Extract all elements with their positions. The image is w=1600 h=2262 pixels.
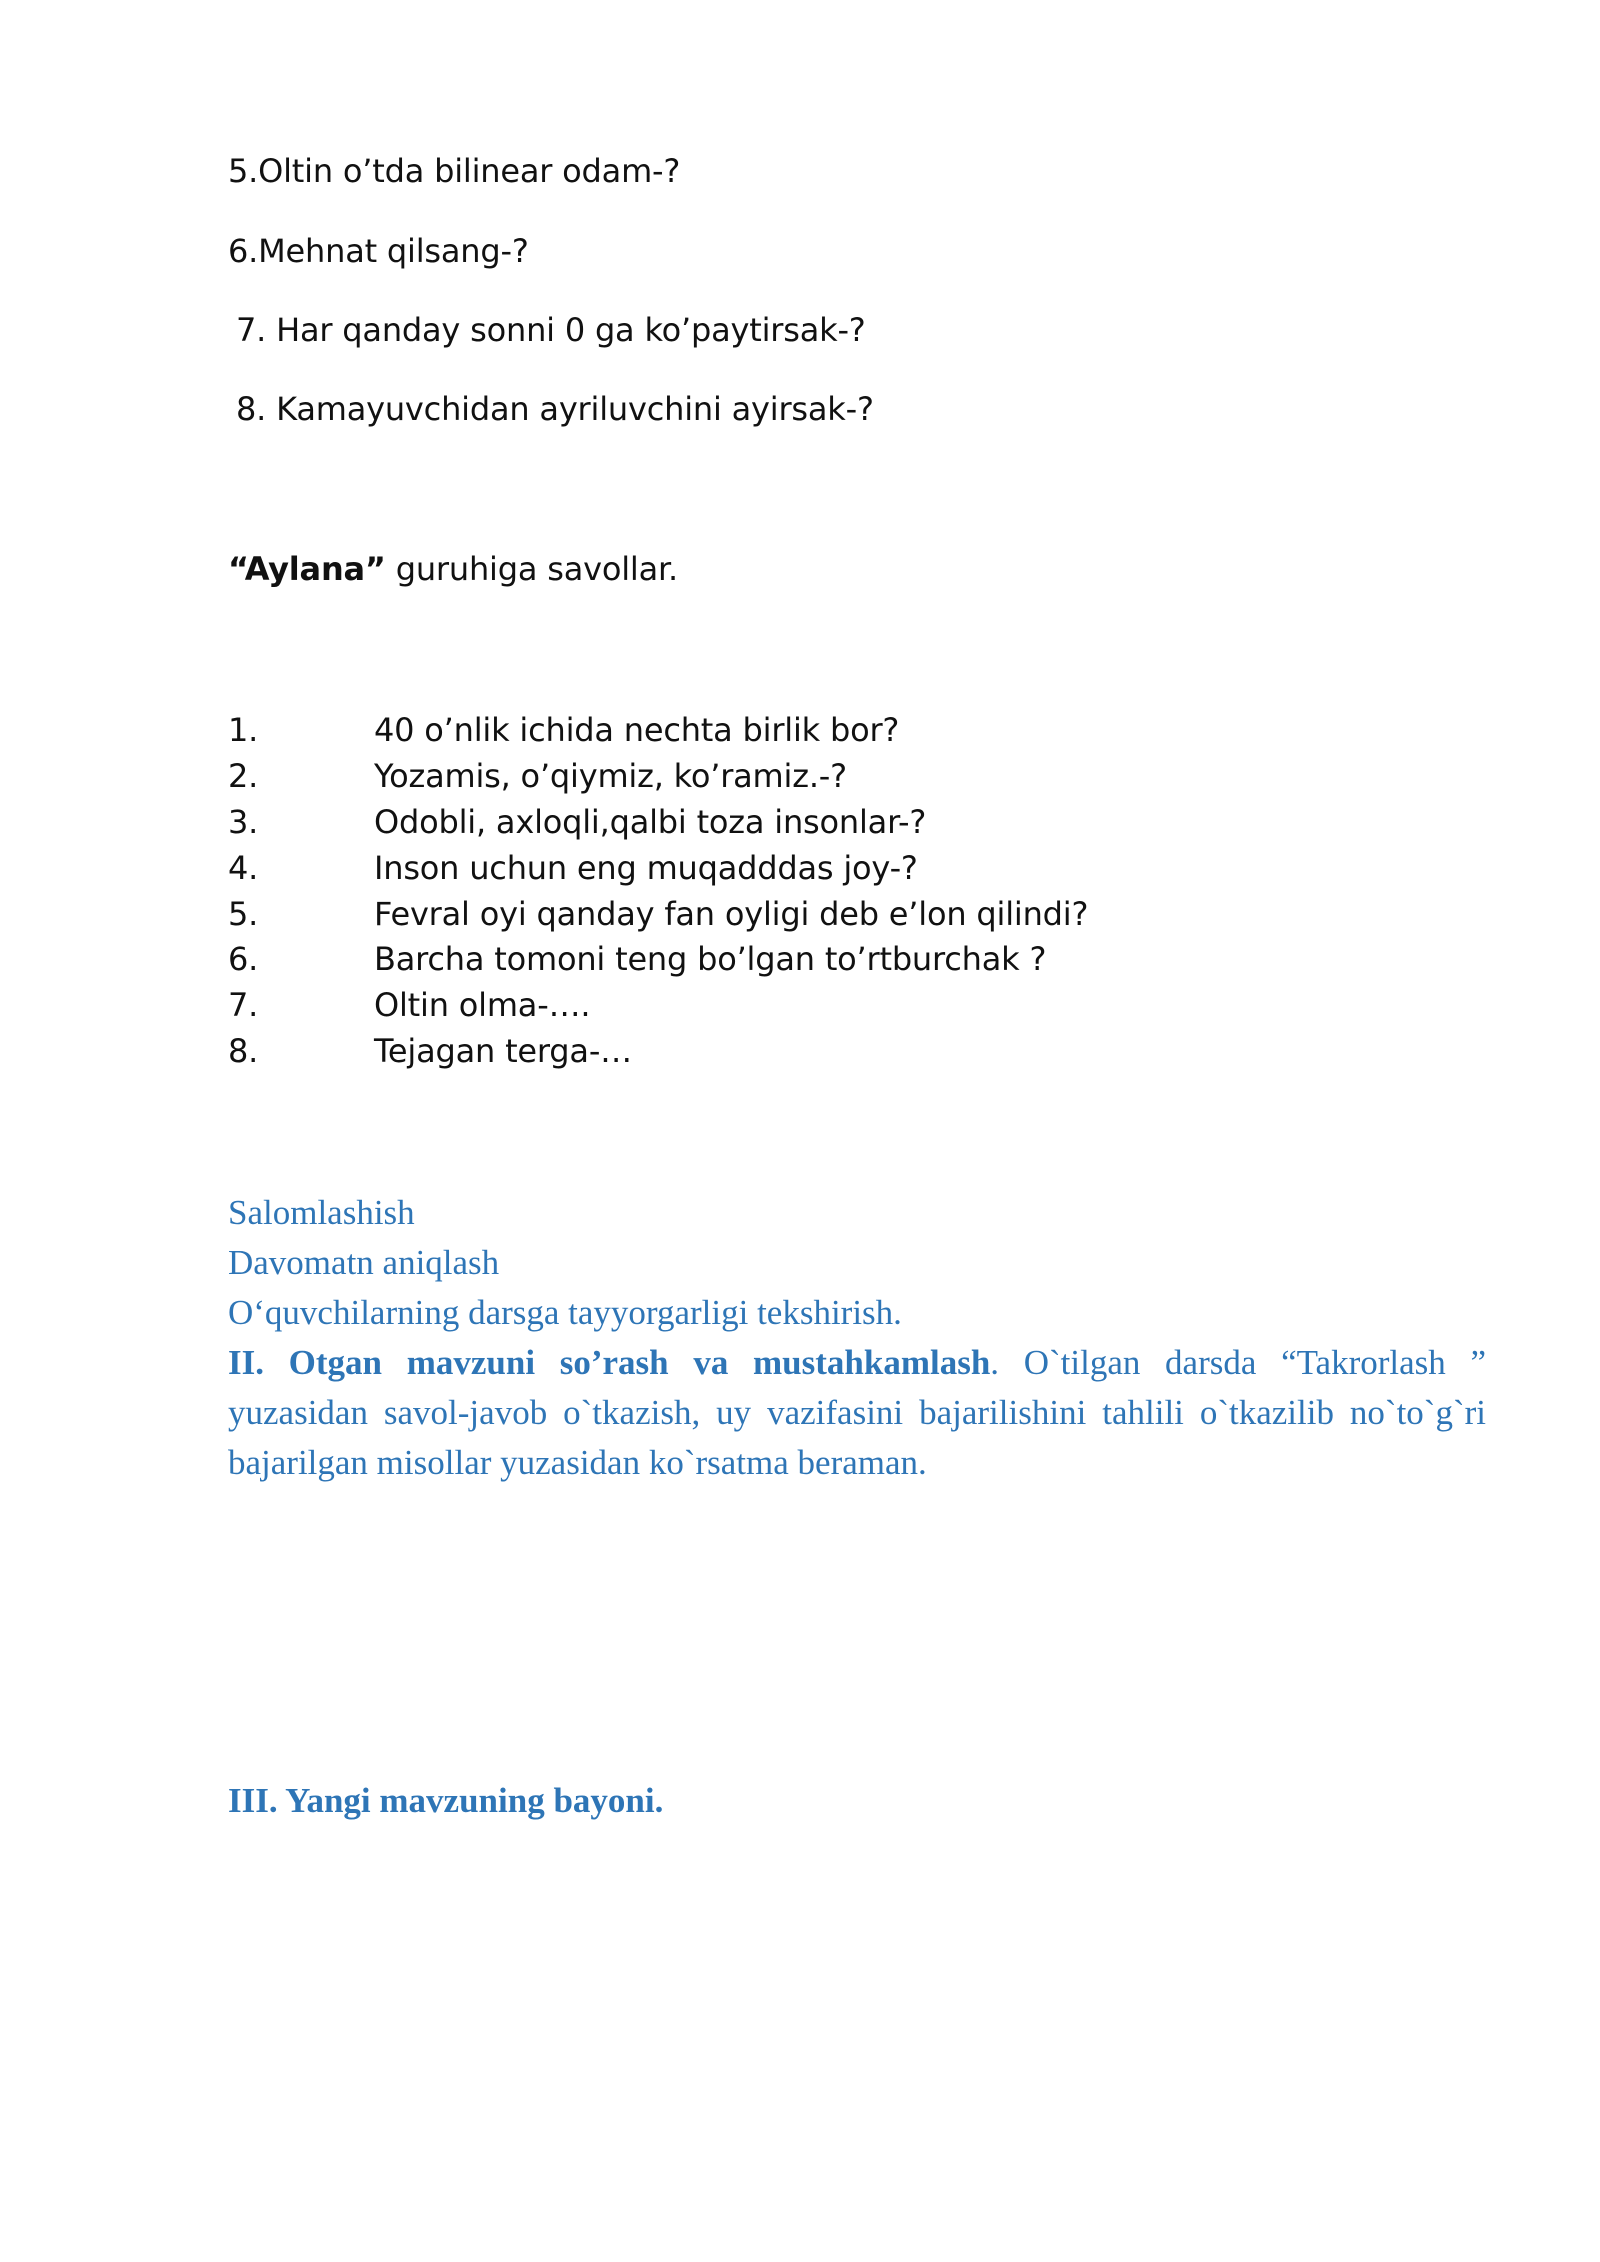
list-item [228,757,1328,795]
question-line: 6.Mehnat qilsang-? [228,232,529,270]
list-item-number: 1. [228,711,259,749]
list-item-text: Odobli, axloqli,qalbi toza insonlar-? [374,803,927,841]
group-heading [228,550,678,588]
list-item-text: Oltin olma-…. [374,986,591,1024]
list-item [228,711,1328,749]
list-item-text: Tejagan terga-… [374,1032,632,1070]
group-heading-name: “Aylana” [228,550,386,588]
list-item-text: Inson uchun eng muqadddas joy-? [374,849,918,887]
list-item-number: 5. [228,895,259,933]
list-item-text: 40 o’nlik ichida nechta birlik bor? [374,711,900,749]
question-line: 8. Kamayuvchidan ayriluvchini ayirsak-? [236,390,874,428]
list-item-text: Barcha tomoni teng bo’lgan to’rtburchak ? [374,940,1047,978]
section-two-body: . O`tilgan darsda “Takrorlash ” yuzasidan savol-javob o`tkazish, uy vazifasini bajarilishini tahlili o`tkazilib no`to`g`ri bajarilgan misollar yuzasidan ko`rsatma beraman. [228,1343,1486,1482]
list-item [228,986,1328,1024]
group-heading-rest: guruhiga savollar. [385,550,679,588]
list-item [228,1032,1328,1070]
list-item-number: 8. [228,1032,259,1070]
lesson-step: O‘quvchilarning darsga tayyorgarligi tekshirish. [228,1293,902,1332]
list-item-number: 2. [228,757,259,795]
section-three-heading: III. Yangi mavzuning bayoni. [228,1781,664,1820]
list-item-text: Yozamis, o’qiymiz, ko’ramiz.-? [374,757,847,795]
list-item [228,803,1328,841]
list-item-number: 6. [228,940,259,978]
list-item [228,849,1328,887]
section-two-paragraph [228,1338,1486,1488]
list-item [228,940,1328,978]
list-item-number: 4. [228,849,259,887]
section-two-heading: II. Otgan mavzuni so’rash va mustahkamlash [228,1343,991,1382]
question-line: 5.Oltin o’tda bilinear odam-? [228,152,681,190]
lesson-step: Salomlashish [228,1193,415,1232]
list-item-number: 7. [228,986,259,1024]
list-item [228,895,1328,933]
question-line: 7. Har qanday sonni 0 ga ko’paytirsak-? [236,311,866,349]
lesson-step: Davomatn aniqlash [228,1243,500,1282]
list-item-number: 3. [228,803,259,841]
list-item-text: Fevral oyi qanday fan oyligi deb e’lon qilindi? [374,895,1089,933]
